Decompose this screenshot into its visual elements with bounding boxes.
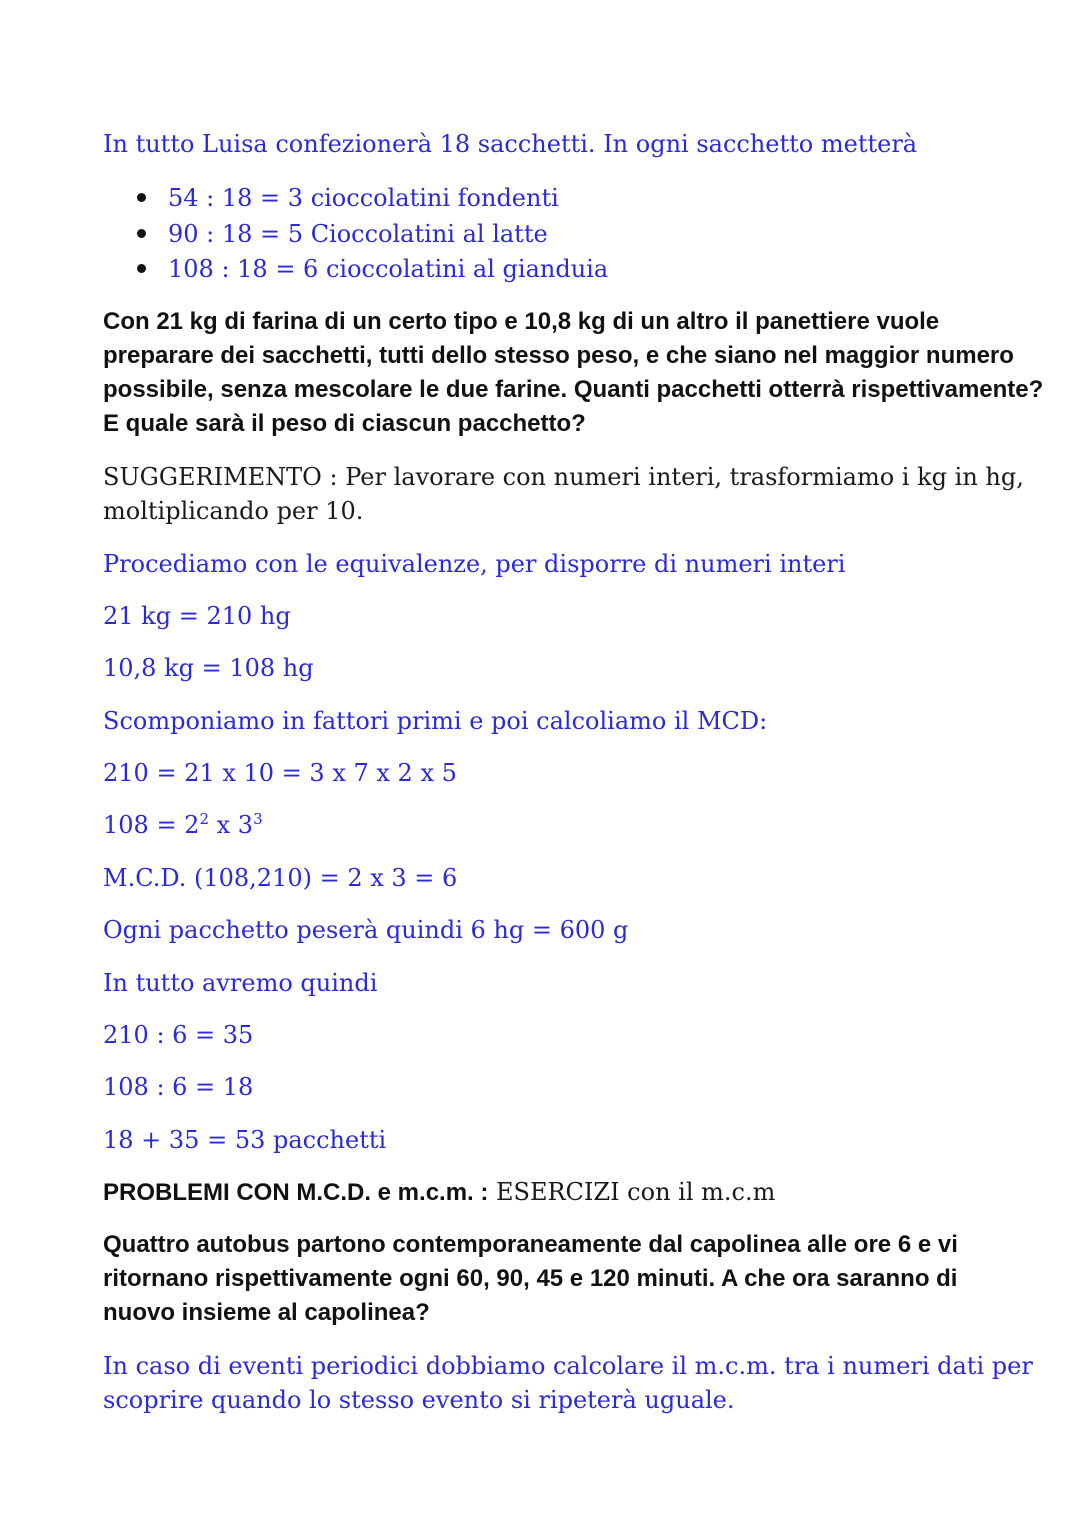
bullet-item [137, 217, 548, 251]
solution-step: Procediamo con le equivalenze, per disporre di numeri interi [103, 550, 846, 578]
bullet-icon [137, 193, 146, 202]
section-header: PROBLEMI CON M.C.D. e m.c.m. : ESERCIZI con il m.c.m [103, 1178, 776, 1206]
problem2-line: nuovo insieme al capolinea? [103, 1299, 430, 1326]
mcd-line: M.C.D. (108,210) = 2 x 3 = 6 [103, 864, 458, 892]
sum-line: 18 + 35 = 53 pacchetti [103, 1126, 387, 1154]
explanation-line: scoprire quando lo stesso evento si ripeterà uguale. [103, 1386, 735, 1414]
hint-line: SUGGERIMENTO : Per lavorare con numeri interi, trasformiamo i kg in hg, [103, 463, 1024, 491]
solution-step: Scomponiamo in fattori primi e poi calcoliamo il MCD: [103, 707, 768, 735]
division-line: 210 : 6 = 35 [103, 1021, 254, 1049]
equivalence-line: 10,8 kg = 108 hg [103, 654, 314, 682]
problem1-line: preparare dei sacchetti, tutti dello stesso peso, e che siano nel maggior numero [103, 342, 1014, 369]
problem1-line: E quale sarà il peso di ciascun pacchetto? [103, 410, 586, 437]
problem1-line: possibile, senza mescolare le due farine. Quanti pacchetti otterrà rispettivamente? [103, 376, 1044, 403]
bullet-icon [137, 229, 146, 238]
factorization-line: $108 = 2^2$ x $3^3$ [103, 810, 263, 839]
hint-line: moltiplicando per 10. [103, 497, 364, 525]
intro-text: In tutto Luisa confezionerà 18 sacchetti. In ogni sacchetto metterà [103, 130, 918, 158]
bullet-text: 54 : 18 = 3 cioccolatini fondenti [168, 184, 559, 212]
factorization-line: 210 = 21 x 10 = 3 x 7 x 2 x 5 [103, 759, 457, 787]
equivalence-line: 21 kg = 210 hg [103, 602, 291, 630]
weight-line: Ogni pacchetto peserà quindi 6 hg = 600 g [103, 916, 629, 944]
division-line: 108 : 6 = 18 [103, 1073, 254, 1101]
problem2-line: ritornano rispettivamente ogni 60, 90, 45 e 120 minuti. A che ora saranno di [103, 1265, 958, 1292]
bullet-text: 108 : 18 = 6 cioccolatini al gianduia [168, 255, 609, 283]
problem1-line: Con 21 kg di farina di un certo tipo e 10,8 kg di un altro il panettiere vuole [103, 308, 940, 335]
problem2-line: Quattro autobus partono contemporaneamente dal capolinea alle ore 6 e vi [103, 1231, 958, 1258]
bullet-icon [137, 264, 146, 273]
bullet-text: 90 : 18 = 5 Cioccolatini al latte [168, 220, 548, 248]
bullet-item [137, 252, 608, 286]
explanation-line: In caso di eventi periodici dobbiamo calcolare il m.c.m. tra i numeri dati per [103, 1352, 1033, 1380]
bullet-item [137, 181, 559, 215]
total-intro: In tutto avremo quindi [103, 969, 378, 997]
